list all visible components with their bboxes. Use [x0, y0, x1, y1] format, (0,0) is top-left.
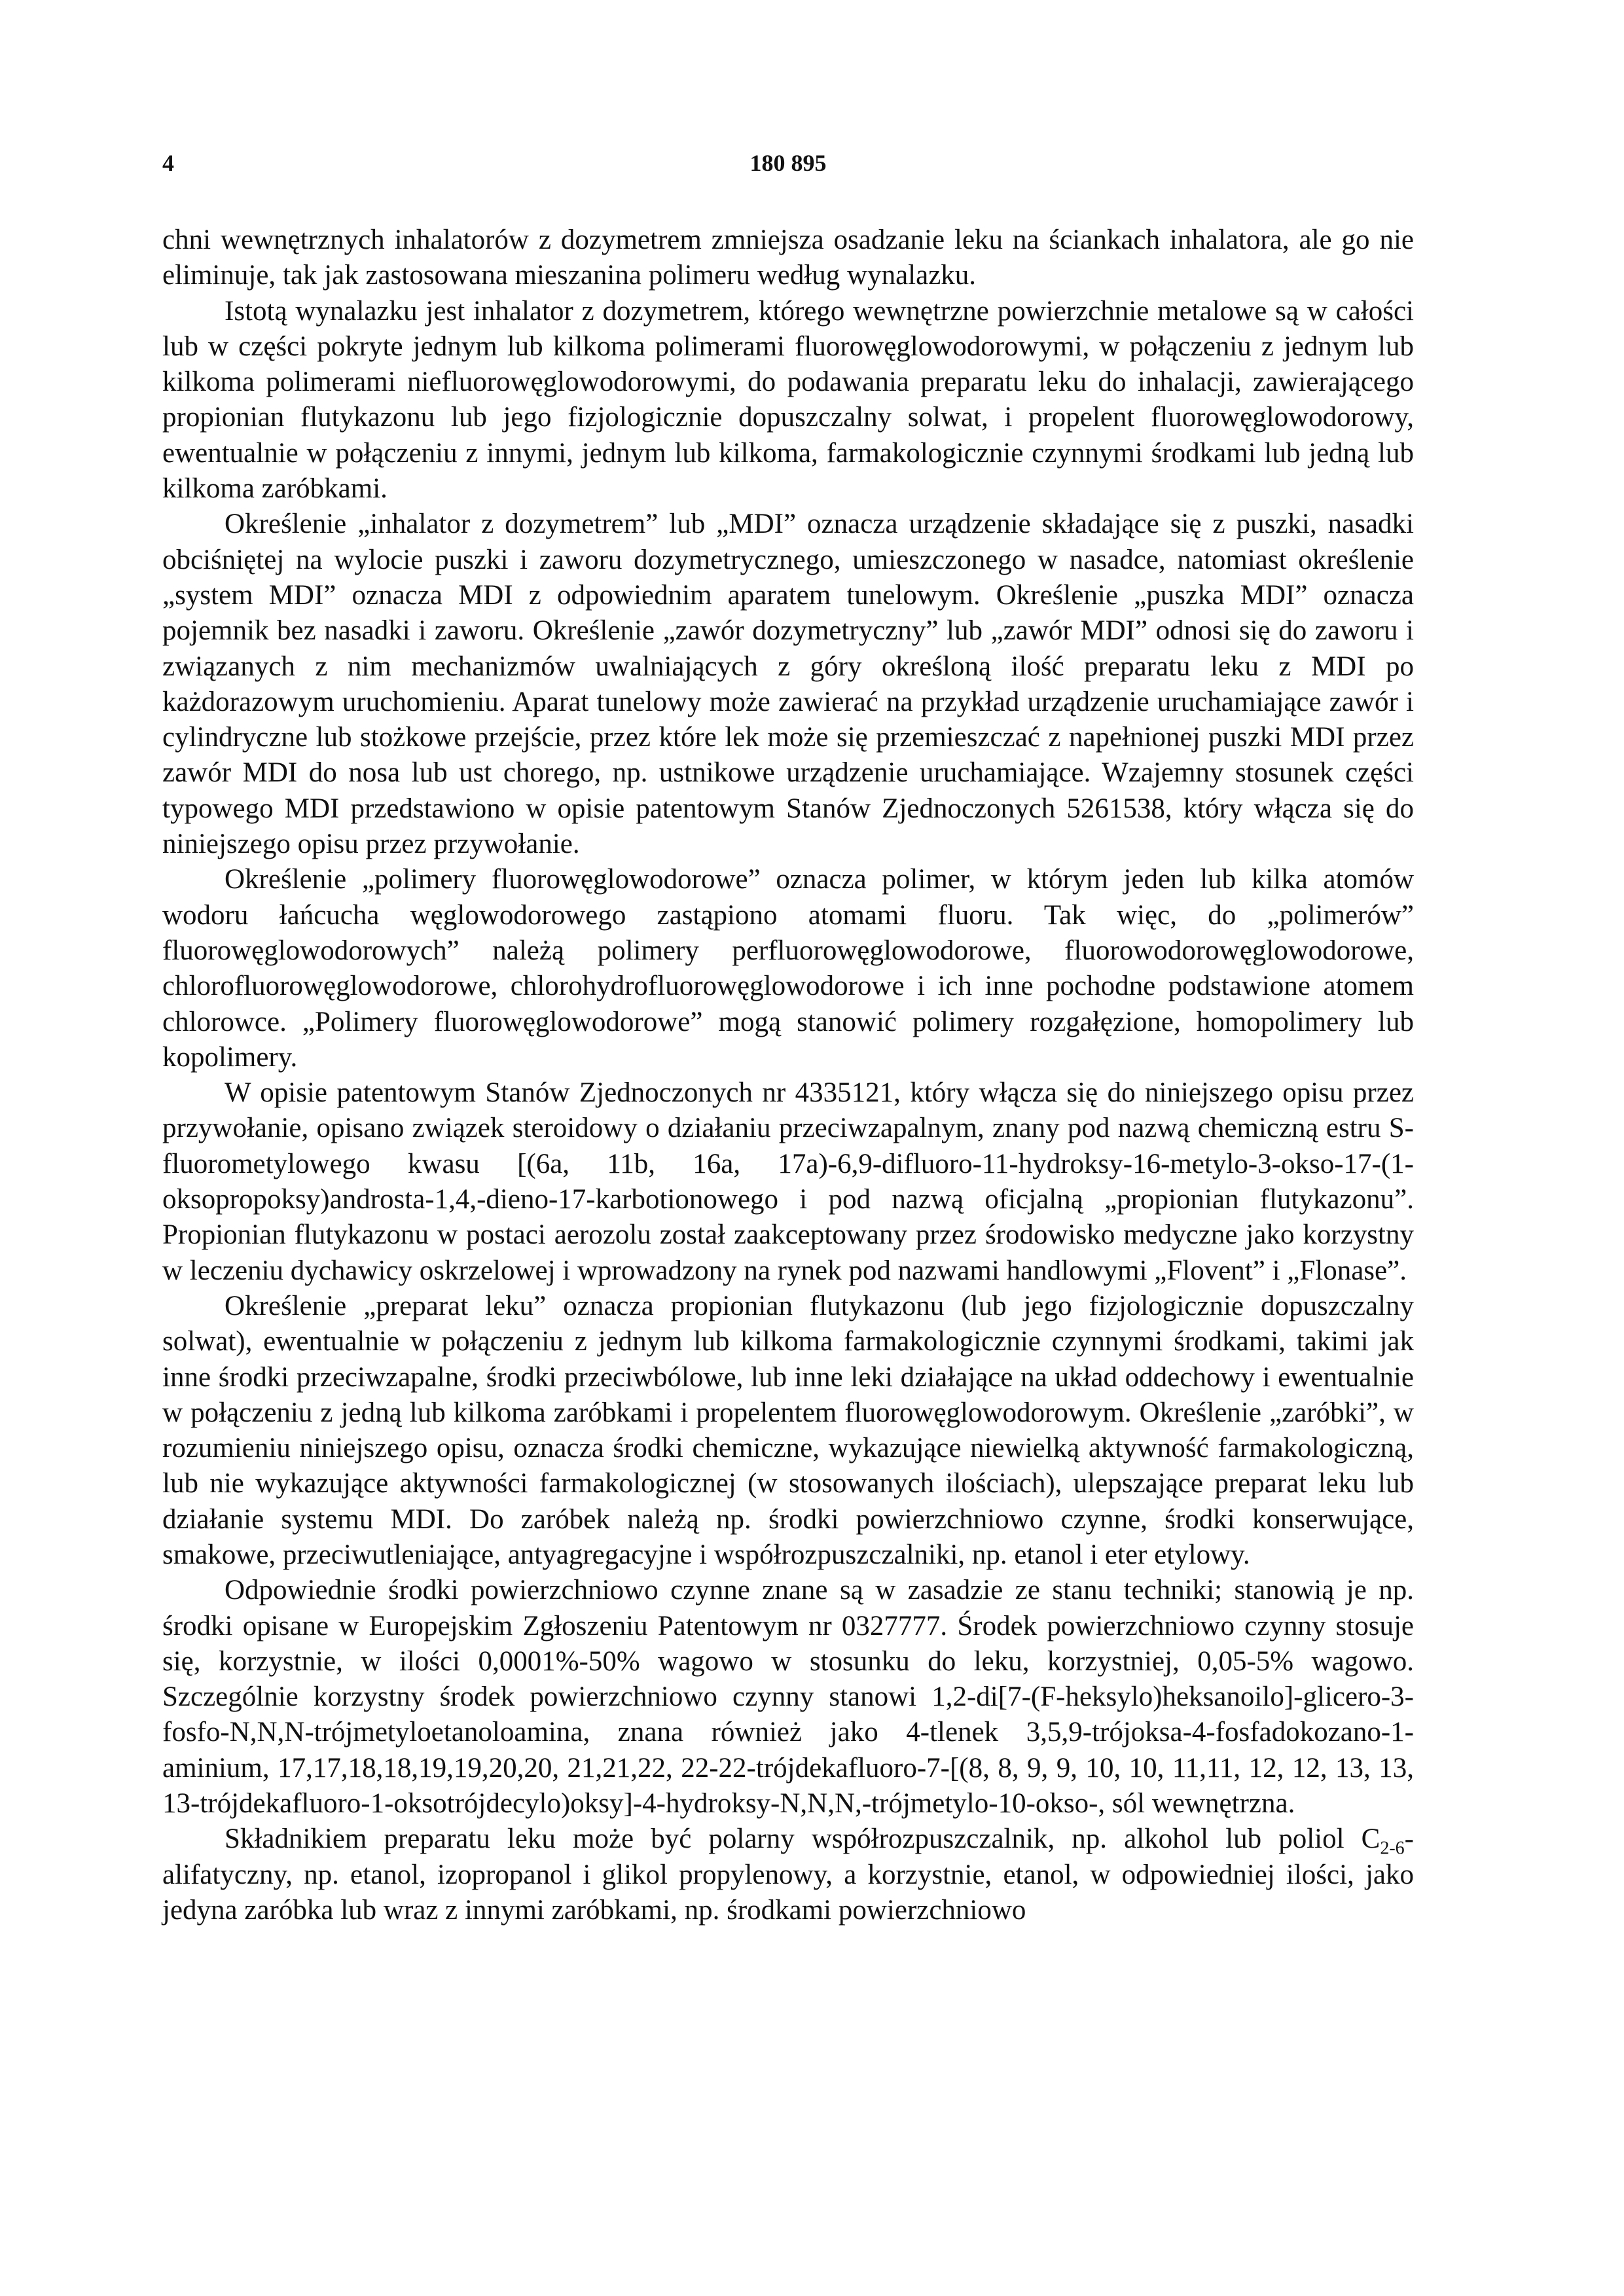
paragraph-essence-of-invention: Istotą wynalazku jest inhalator z dozymetrem, którego wewnętrzne powierzchnie metalowe są w całości lub w części pokryte jednym lub kilkoma polimerami fluorowęglowodorowymi, w połączeniu z jednym lub kilkoma polimerami niefluorowęglowodorowymi, do podawania preparatu leku do inhalacji, zawierającego propionian flutykazonu lub jego fizjologicznie dopuszczalny solwat, i propelent fluorowęglowodorowy, ewentualnie w połączeniu z innymi, jednym lub kilkoma, farmakologicznie czynnymi środkami lub jedną lub kilkoma zaróbkami. [162, 295, 1414, 505]
paragraph-fluticasone-propionate: W opisie patentowym Stanów Zjednoczonych nr 4335121, który włącza się do niniejszego opisu przez przywołanie, opisano związek steroidowy o działaniu przeciwzapalnym, znany pod nazwą chemiczną estru S-fluorometylowego kwasu [(6a, 11b, 16a, 17a)-6,9-difluoro-11-hydroksy-16-metylo-3-okso-17-(1-oksopropoksy)androsta-1,4,-dieno-17-karbotionowego i pod nazwą oficjalną „propionian flutykazonu”. Propionian flutykazonu w postaci aerozolu został zaakceptowany przez środowisko medyczne jako korzystny w leczeniu dychawicy oskrzelowej i wprowadzony na rynek pod nazwami handlowymi „Flovent” i „Flonase”. [162, 1077, 1414, 1286]
paragraph-mdi-definition: Określenie „inhalator z dozymetrem” lub „MDI” oznacza urządzenie składające się z puszki, nasadki obciśniętej na wylocie puszki i zaworu dozymetrycznego, umieszczonego w nasadce, natomiast określenie „system MDI” oznacza MDI z odpowiednim aparatem tunelowym. Określenie „puszka MDI” oznacza pojemnik bez nasadki i zaworu. Określenie „zawór dozymetryczny” lub „zawór MDI” odnosi się do zaworu i związanych z nim mechanizmów uwalniających z góry określoną ilość preparatu leku z MDI po każdorazowym uruchomieniu. Aparat tunelowy może zawierać na przykład urządzenie uruchamiające zawór i cylindryczne lub stożkowe przejście, przez które lek może się przemieszczać z napełnionej puszki MDI przez zawór MDI do nosa lub ust chorego, np. ustnikowe urządzenie uruchamiające. Wzajemny stosunek części typowego MDI przedstawiono w opisie patentowym Stanów Zjednoczonych 5261538, który włącza się do niniejszego opisu przez przywołanie. [162, 509, 1414, 860]
paragraph-drug-formulation: Określenie „preparat leku” oznacza propionian flutykazonu (lub jego fizjologicznie dopuszczalny solwat), ewentualnie w połączeniu z jednym lub kilkoma farmakologicznie czynnymi środkami, takimi jak inne środki przeciwzapalne, środki przeciwbólowe, lub inne leki działające na układ oddechowy i ewentualnie w połączeniu z jedną lub kilkoma zaróbkami i propelentem fluorowęglowodorowym. Określenie „zaróbki”, w rozumieniu niniejszego opisu, oznacza środki chemiczne, wykazujące niewielką aktywność farmakologiczną, lub nie wykazujące aktywności farmakologicznej (w stosowanych ilościach), ulepszające preparat leku lub działanie systemu MDI. Do zaróbek należą np. środki powierzchniowo czynne, środki konserwujące, smakowe, przeciwutleniające, antyagregacyjne i współrozpuszczalniki, np. etanol i eter etylowy. [162, 1290, 1414, 1570]
paragraph-fluorocarbon-polymers: Określenie „polimery fluorowęglowodorowe” oznacza polimer, w którym jeden lub kilka atomów wodoru łańcucha węglowodorowego zastąpiono atomami fluoru. Tak więc, do „polimerów” fluorowęglowodorowych” należą polimery perfluorowęglowodorowe, fluorowodorowęglowodorowe, chlorofluorowęglowodorowe, chlorohydrofluorowęglowodorowe i ich inne pochodne podstawione atomem chlorowce. „Polimery fluorowęglowodorowe” mogą stanowić polimery rozgałęzione, homopolimery lub kopolimery. [162, 864, 1414, 1073]
page-header [162, 149, 1414, 188]
paragraph-continuation: chni wewnętrznych inhalatorów z dozymetrem zmniejsza osadzanie leku na ściankach inhalatora, ale go nie eliminuje, tak jak zastosowana mieszanina polimeru według wynalazku. [162, 224, 1414, 291]
cosolvent-text-end: -alifatyczny, np. etanol, izopropanol i glikol propylenowy, a korzystnie, etanol, w odpowiedniej ilości, jako jedyna zaróbka lub wraz z innymi zaróbkami, np. środkami powierzchniowo [162, 1823, 1414, 1926]
paragraph-surfactants: Odpowiednie środki powierzchniowo czynne znane są w zasadzie ze stanu techniki; stanowią je np. środki opisane w Europejskim Zgłoszeniu Patentowym nr 0327777. Środek powierzchniowo czynny stosuje się, korzystnie, w ilości 0,0001%-50% wagowo w stosunku do leku, korzystniej, 0,05-5% wagowo. Szczególnie korzystny środek powierzchniowo czynny stanowi 1,2-di[7-(F-heksylo)heksanoilo]-glicero-3-fosfo-N,N,N-trójmetyloetanoloamina, znana również jako 4-tlenek 3,5,9-trójoksa-4-fosfadokozano-1-aminium, 17,17,18,18,19,19,20,20, 21,21,22, 22-22-trójdekafluoro-7-[(8, 8, 9, 9, 10, 10, 11,11, 12, 12, 13, 13, 13-trójdekafluoro-1-oksotrójdecylo)oksy]-4-hydroksy-N,N,N,-trójmetylo-10-okso-, sól wewnętrzna. [162, 1575, 1414, 1820]
document-body [162, 223, 1414, 1928]
patent-number: 180 895 [749, 150, 827, 176]
page-number: 4 [162, 150, 174, 176]
carbon-range-subscript: 2-6 [1380, 1838, 1405, 1859]
paragraph-cosolvent [162, 1821, 1414, 1928]
cosolvent-text-start: Składnikiem preparatu leku może być polarny współrozpuszczalnik, np. alkohol lub poliol C [225, 1823, 1380, 1855]
